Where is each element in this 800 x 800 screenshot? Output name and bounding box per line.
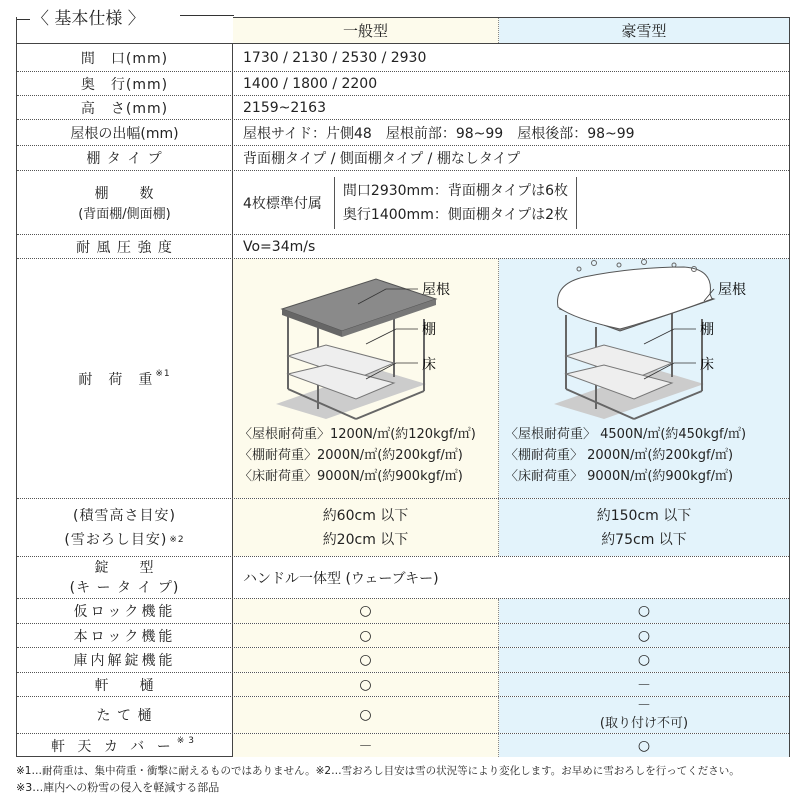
row-temp-lock bbox=[17, 598, 789, 623]
value: Vo=34m/s bbox=[243, 238, 316, 255]
label-line1: 錠 型 bbox=[94, 559, 155, 576]
load-values-heavy-snow bbox=[499, 424, 746, 487]
footnote-mark: ※1 bbox=[155, 368, 171, 379]
section-title: 〈 基本仕様 〉 bbox=[16, 4, 151, 29]
row-load bbox=[17, 258, 789, 498]
snow-heavy bbox=[499, 499, 789, 556]
row-lock-type bbox=[17, 556, 789, 598]
label: 耐 風 圧 強 度 bbox=[17, 235, 233, 258]
snow-height: 約150cm 以下 bbox=[596, 507, 692, 524]
value: 1400 / 1800 / 2200 bbox=[243, 75, 378, 92]
label bbox=[17, 734, 233, 757]
label-text: 軒 天 カ バ ー bbox=[50, 738, 175, 755]
spec-table bbox=[16, 17, 790, 757]
heavy-snow-value: ○ bbox=[499, 599, 789, 623]
general-value: ○ bbox=[233, 697, 499, 733]
label: 本ロック機能 bbox=[17, 624, 233, 647]
label bbox=[17, 557, 233, 598]
heavy-snow-value: － bbox=[499, 673, 789, 696]
footnote-2: ※3…庫内への粉雪の侵入を軽減する部品 bbox=[16, 781, 220, 794]
row-eaves-gutter bbox=[17, 672, 789, 696]
label: 間 口(mm) bbox=[17, 44, 233, 71]
part-roof: 屋根 bbox=[421, 282, 450, 298]
label-line2: (キ ー タ イ プ) bbox=[69, 579, 180, 596]
roof-load: 〈屋根耐荷重〉 4500N/㎡(約450kgf/㎡) bbox=[505, 427, 747, 442]
shelf-load: 〈棚耐荷重〉2000N/㎡(約200kgf/㎡) bbox=[239, 448, 463, 463]
row-depth bbox=[17, 71, 789, 95]
part-floor: 床 bbox=[421, 357, 436, 373]
footnote-mark: ※3 bbox=[176, 735, 199, 746]
footnote-1: ※1…耐荷重は、集中荷重・衝撃に耐えるものではありません。※2…雪おろし目安は雪の状況等により変化します。お早めに雪おろしを行ってください。 bbox=[16, 765, 740, 777]
roof-load: 〈屋根耐荷重〉1200N/㎡(約120kgf/㎡) bbox=[239, 427, 476, 442]
load-heavy-snow bbox=[499, 259, 789, 498]
label: 軒 樋 bbox=[17, 673, 233, 696]
value: 背面棚タイプ / 側面棚タイプ / 棚なしタイプ bbox=[243, 151, 521, 167]
value bbox=[233, 171, 789, 234]
label: た て 樋 bbox=[17, 697, 233, 733]
general-value: ○ bbox=[233, 599, 499, 623]
row-inner-unlock bbox=[17, 647, 789, 672]
load-values-general bbox=[233, 424, 476, 487]
note-2: 奥行1400mm：側面棚タイプは2枚 bbox=[342, 206, 569, 223]
header-general: 一般型 bbox=[233, 18, 499, 43]
value: 1730 / 2130 / 2530 / 2930 bbox=[243, 49, 427, 66]
part-shelf: 棚 bbox=[700, 322, 714, 338]
row-shelf-type bbox=[17, 145, 789, 170]
row-snow bbox=[17, 498, 789, 556]
general-value: － bbox=[233, 734, 499, 757]
note-1: 間口2930mm：背面棚タイプは6枚 bbox=[342, 182, 569, 199]
label-line1: (積雪高さ目安) bbox=[73, 507, 176, 524]
label: 奥 行(mm) bbox=[17, 72, 233, 95]
label: 庫内解錠機能 bbox=[17, 648, 233, 672]
floor-load: 〈床耐荷重〉9000N/㎡(約900kgf/㎡) bbox=[239, 469, 463, 484]
value: 2159~2163 bbox=[243, 99, 326, 116]
label: 屋根の出幅(mm) bbox=[17, 120, 233, 145]
snow-removal: 約75cm 以下 bbox=[601, 531, 687, 548]
snow-general bbox=[233, 499, 499, 556]
label bbox=[17, 171, 233, 234]
snow-height: 約60cm 以下 bbox=[322, 507, 409, 524]
row-soffit-cover bbox=[17, 733, 789, 757]
heavy-snow-value: ○ bbox=[499, 734, 789, 757]
general-value: ○ bbox=[233, 673, 499, 696]
label-line2: (背面棚/側面棚) bbox=[78, 207, 171, 222]
row-shelf-count bbox=[17, 170, 789, 234]
header-heavy-snow: 豪雪型 bbox=[499, 18, 789, 43]
label: 仮ロック機能 bbox=[17, 599, 233, 623]
part-floor: 床 bbox=[700, 357, 714, 373]
value: － bbox=[637, 698, 651, 714]
footnote-mark: ※2 bbox=[169, 534, 185, 545]
floor-load: 〈床耐荷重〉 9000N/㎡(約900kgf/㎡) bbox=[505, 469, 734, 484]
general-value: ○ bbox=[233, 624, 499, 647]
header-row bbox=[233, 17, 789, 43]
row-roof-overhang bbox=[17, 119, 789, 145]
label-line2: (雪おろし目安) bbox=[64, 531, 168, 548]
value: ハンドル一体型 (ウェーブキー) bbox=[243, 570, 439, 587]
label: 高 さ(mm) bbox=[17, 96, 233, 119]
part-shelf: 棚 bbox=[421, 322, 436, 338]
heavy-snow-value: ○ bbox=[499, 624, 789, 647]
row-height bbox=[17, 95, 789, 119]
load-general bbox=[233, 259, 499, 498]
row-downpipe bbox=[17, 696, 789, 733]
label-line1: 棚 数 bbox=[94, 186, 155, 202]
part-roof: 屋根 bbox=[718, 282, 746, 298]
heavy-snow-value: ○ bbox=[499, 648, 789, 672]
heavy-snow-value bbox=[499, 697, 789, 733]
snow-shed-illustration bbox=[524, 259, 764, 424]
general-value: ○ bbox=[233, 648, 499, 672]
shed-illustration bbox=[246, 259, 486, 424]
value: 屋根サイド：片側48 屋根前部：98~99 屋根後部：98~99 bbox=[243, 125, 635, 142]
shelf-count-note bbox=[334, 177, 577, 229]
label: 棚 タ イ プ bbox=[17, 146, 233, 170]
note: (取り付け不可) bbox=[599, 716, 689, 731]
label bbox=[17, 259, 233, 498]
row-wind bbox=[17, 234, 789, 258]
label-text: 耐 荷 重 bbox=[78, 371, 154, 388]
shelf-count-value: 4枚標準付属 bbox=[243, 195, 322, 212]
snow-removal: 約20cm 以下 bbox=[322, 531, 409, 548]
label bbox=[17, 499, 233, 556]
row-width bbox=[17, 43, 789, 71]
shelf-load: 〈棚耐荷重〉 2000N/㎡(約200kgf/㎡) bbox=[505, 448, 734, 463]
row-main-lock bbox=[17, 623, 789, 647]
